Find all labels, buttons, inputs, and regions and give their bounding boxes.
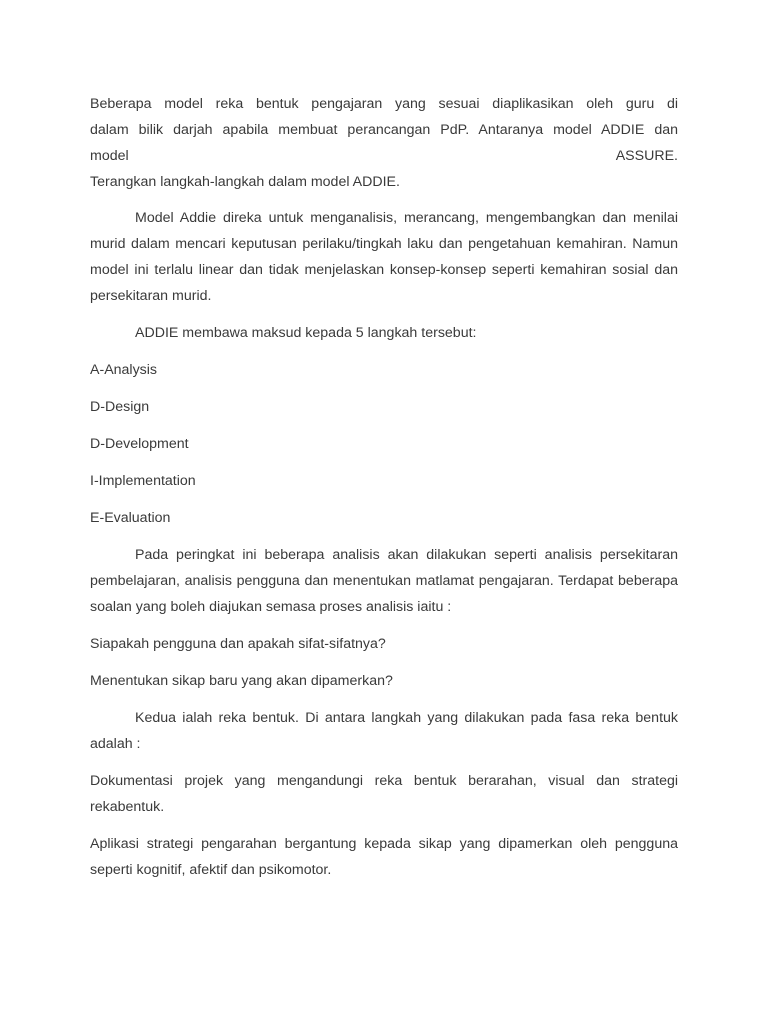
step-implementation: I-Implementation bbox=[90, 473, 196, 489]
design-point-2: Aplikasi strategi pengarahan bergantung kepada sikap yang dipamerkan oleh pengguna seperti kognitif, afektif dan psikomotor. bbox=[90, 836, 678, 878]
step-development: D-Development bbox=[90, 436, 189, 452]
question-line-2: dalam bilik darjah apabila membuat perancangan PdP. Antaranya model ADDIE dan bbox=[90, 122, 678, 138]
design-point-1: Dokumentasi projek yang mengandungi reka bentuk berarahan, visual dan strategi rekabentuk. bbox=[90, 773, 678, 815]
question-line-4: Terangkan langkah-langkah dalam model ADDIE. bbox=[90, 174, 400, 190]
step-design: D-Design bbox=[90, 399, 150, 415]
question-line-3: model ASSURE. bbox=[90, 148, 678, 164]
paragraph-design: Kedua ialah reka bentuk. Di antara langkah yang dilakukan pada fasa reka bentuk adalah : bbox=[90, 710, 678, 752]
paragraph-analysis: Pada peringkat ini beberapa analisis akan dilakukan seperti analisis persekitaran pembelajaran, analisis pengguna dan menentukan matlamat pengajaran. Terdapat beberapa soalan yang boleh diajukan semasa proses analisis iaitu : bbox=[90, 547, 678, 615]
analysis-question-2: Menentukan sikap baru yang akan dipamerkan? bbox=[90, 673, 393, 689]
paragraph-steps-intro: ADDIE membawa maksud kepada 5 langkah tersebut: bbox=[135, 325, 477, 341]
step-analysis: A-Analysis bbox=[90, 362, 158, 378]
analysis-question-1: Siapakah pengguna dan apakah sifat-sifatnya? bbox=[90, 636, 386, 652]
paragraph-intro: Model Addie direka untuk menganalisis, merancang, mengembangkan dan menilai murid dalam mencari keputusan perilaku/tingkah laku dan pengetahuan kemahiran. Namun model ini terlalu linear dan tidak menjelaskan konsep-konsep seperti kemahiran sosial dan persekitaran murid. bbox=[90, 210, 678, 304]
step-evaluation: E-Evaluation bbox=[90, 510, 171, 526]
question-line-1: Beberapa model reka bentuk pengajaran yang sesuai diaplikasikan oleh guru di bbox=[90, 96, 678, 112]
